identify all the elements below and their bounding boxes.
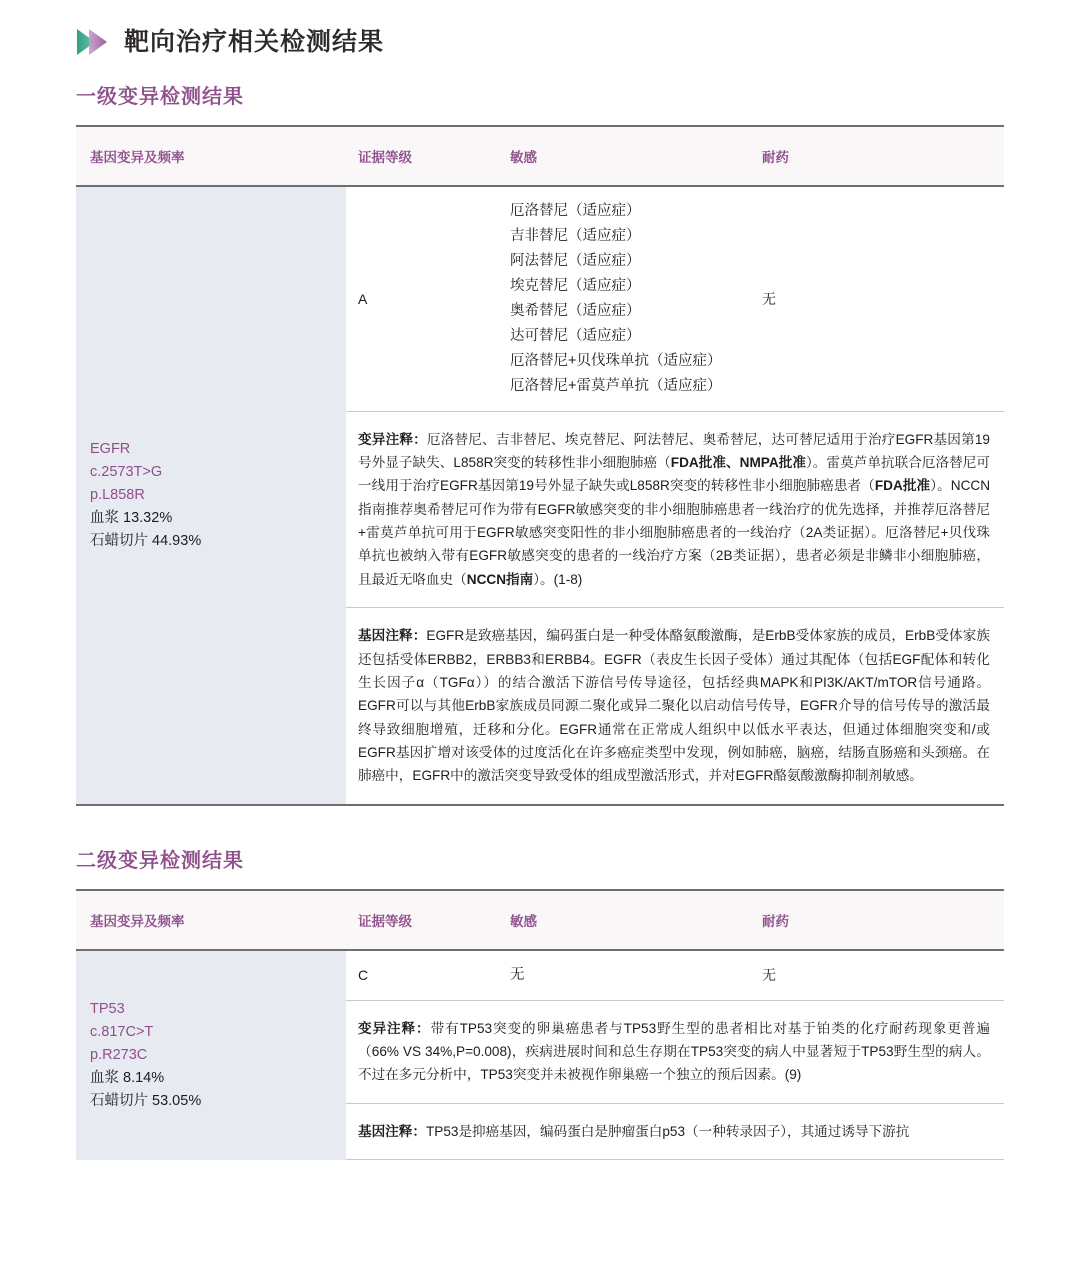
column-header-evidence: 证据等级 xyxy=(346,126,498,186)
column-header-resistant: 耐药 xyxy=(750,126,1004,186)
drug-item: 厄洛替尼+雷莫芦单抗（适应症） xyxy=(510,377,722,394)
column-header-resistant: 耐药 xyxy=(750,890,1004,950)
annotation-label: 变异注释： xyxy=(358,431,427,447)
sensitive-drug-list xyxy=(510,199,738,399)
evidence-level: C xyxy=(346,950,498,1000)
resistant-drugs-cell: 无 xyxy=(750,186,1004,411)
gene-variant-cell xyxy=(76,186,346,805)
drug-item: 无 xyxy=(510,966,525,983)
annotation-run: 厄洛替尼、吉非替尼、埃克替尼、阿法替尼、奥希替尼，达可替尼适用于治疗EGFR基因第19号外显子缺失、L858R突变的转移性非小细胞肺癌（ xyxy=(358,431,990,470)
gene-cdna: c.2573T>G xyxy=(90,464,163,481)
annotation-run: EGFR是致癌基因，编码蛋白是一种受体酪氨酸激酶，是ErbB受体家族的成员，ErbB受体家族还包括受体ERBB2，ERBB3和ERBB4。EGFR（表皮生长因子受体）通过其配体（包括EGF配体和转化生长因子α（TGFα））的结合激活下游信号传导途径，包括经典MAPK和PI3K/AKT/mTOR信号通路。EGFR可以与其他ErbB家族成员同源二聚化或异二聚化以启动信号传导，EGFR介导的信号传导的激活最终导致细胞增殖，迁移和分化。EGFR通常在正常成人组织中以低水平表达，但通过体细胞突变和/或EGFR基因扩增对该受体的过度活化在许多癌症类型中发现，例如肺癌，脑癌，结肠直肠癌和头颈癌。在肺癌中，EGFR中的激活突变导致受体的组成型激活形式，并对EGFR酪氨酸激酶抑制剂敏感。 xyxy=(358,628,991,784)
drug-item: 达可替尼（适应症） xyxy=(510,327,641,344)
section-secondary-variants xyxy=(76,844,1004,1160)
column-header-gene: 基因变异及频率 xyxy=(76,126,346,186)
drug-item: 厄洛替尼（适应症） xyxy=(510,203,641,219)
variant-annotation-text xyxy=(358,428,990,592)
page-header xyxy=(76,0,1004,66)
gene-variant-cell xyxy=(76,950,346,1160)
annotation-label: 基因注释： xyxy=(358,1123,426,1139)
annotation-run: TP53是抑癌基因，编码蛋白是肿瘤蛋白p53（一种转录因子），其通过诱导下游抗 xyxy=(425,1123,910,1139)
variant-annotation-cell xyxy=(346,411,1004,608)
page-title: 靶向治疗相关检测结果 xyxy=(124,27,385,56)
gene-annotation-text xyxy=(358,1120,990,1143)
annotation-label: 基因注释： xyxy=(358,628,427,644)
variant-annotation-cell xyxy=(346,1000,1004,1103)
column-header-sensitive: 敏感 xyxy=(498,890,750,950)
section-primary-variants xyxy=(76,80,1004,806)
annotation-run: ）。NCCN指南推荐奥希替尼可作为带有EGFR敏感突变的非小细胞肺癌患者一线治疗的优先选择，并推荐厄洛替尼+雷莫芦单抗可用于EGFR敏感突变阳性的非小细胞肺癌患者的一线治疗（2A类证据）。厄洛替尼+贝伐珠单抗也被纳入带有EGFR敏感突变的患者的一线治疗方案（2B类证据），患者必须是非鳞非小细胞肺癌，且最近无咯血史（ xyxy=(358,478,991,587)
drug-item: 埃克替尼（适应症） xyxy=(510,277,641,294)
section-heading: 一级变异检测结果 xyxy=(76,86,244,108)
gene-plasma-frequency: 血浆 13.32% xyxy=(90,509,173,526)
gene-plasma-frequency: 血浆 8.14% xyxy=(90,1069,165,1086)
variant-annotation-text xyxy=(358,1017,990,1087)
double-arrow-icon xyxy=(76,27,110,57)
variant-table xyxy=(76,889,1004,1160)
drug-item: 厄洛替尼+贝伐珠单抗（适应症） xyxy=(510,352,722,369)
annotation-emphasis: NCCN指南 xyxy=(466,571,534,587)
annotation-label: 变异注释： xyxy=(358,1020,431,1036)
gene-protein: p.R273C xyxy=(90,1046,148,1063)
annotation-run: ）。雷莫芦单抗联合厄洛替尼可一线用于治疗EGFR基因第19号外显子缺失或L858R突变的转移性非小细胞肺癌患者（ xyxy=(358,454,990,494)
gene-name: EGFR xyxy=(90,441,131,458)
column-header-evidence: 证据等级 xyxy=(346,890,498,950)
drug-item: 奥希替尼（适应症） xyxy=(510,302,641,319)
annotation-run: ）。(1-8) xyxy=(533,571,583,587)
table-header-row xyxy=(76,890,1004,950)
gene-annotation-cell xyxy=(346,1103,1004,1159)
gene-paraffin-frequency: 石蜡切片 53.05% xyxy=(90,1092,202,1109)
section-heading: 二级变异检测结果 xyxy=(76,849,244,872)
gene-name: TP53 xyxy=(90,1000,125,1017)
gene-protein: p.L858R xyxy=(90,486,145,503)
resistant-drugs-cell: 无 xyxy=(750,950,1004,1000)
drug-item: 吉非替尼（适应症） xyxy=(510,227,641,244)
column-header-sensitive: 敏感 xyxy=(498,126,750,186)
gene-paraffin-frequency: 石蜡切片 44.93% xyxy=(90,532,202,549)
gene-annotation-text xyxy=(358,624,990,788)
gene-annotation-cell xyxy=(346,608,1004,805)
table-header-row xyxy=(76,126,1004,186)
table-row xyxy=(76,950,1004,1000)
table-row xyxy=(76,186,1004,411)
sensitive-drugs-cell xyxy=(498,186,750,411)
drug-item: 阿法替尼（适应症） xyxy=(510,252,641,269)
sensitive-drugs-cell xyxy=(498,950,750,1000)
sensitive-drug-list xyxy=(510,963,738,988)
annotation-emphasis: FDA批准 xyxy=(874,478,931,494)
variant-table xyxy=(76,125,1004,806)
gene-cdna: c.817C>T xyxy=(90,1023,154,1040)
annotation-emphasis: FDA批准、NMPA批准 xyxy=(670,454,806,470)
column-header-gene: 基因变异及频率 xyxy=(76,890,346,950)
annotation-run: 带有TP53突变的卵巢癌患者与TP53野生型的患者相比对基于铂类的化疗耐药现象更普遍（66% VS 34%,P=0.008)，疾病进展时间和总生存期在TP53突变的病人中显著短于TP53野生型的病人。不过在多元分析中，TP53突变并未被视作卵巢癌一个独立的预后因素。(9) xyxy=(358,1020,990,1083)
evidence-level: A xyxy=(346,186,498,411)
